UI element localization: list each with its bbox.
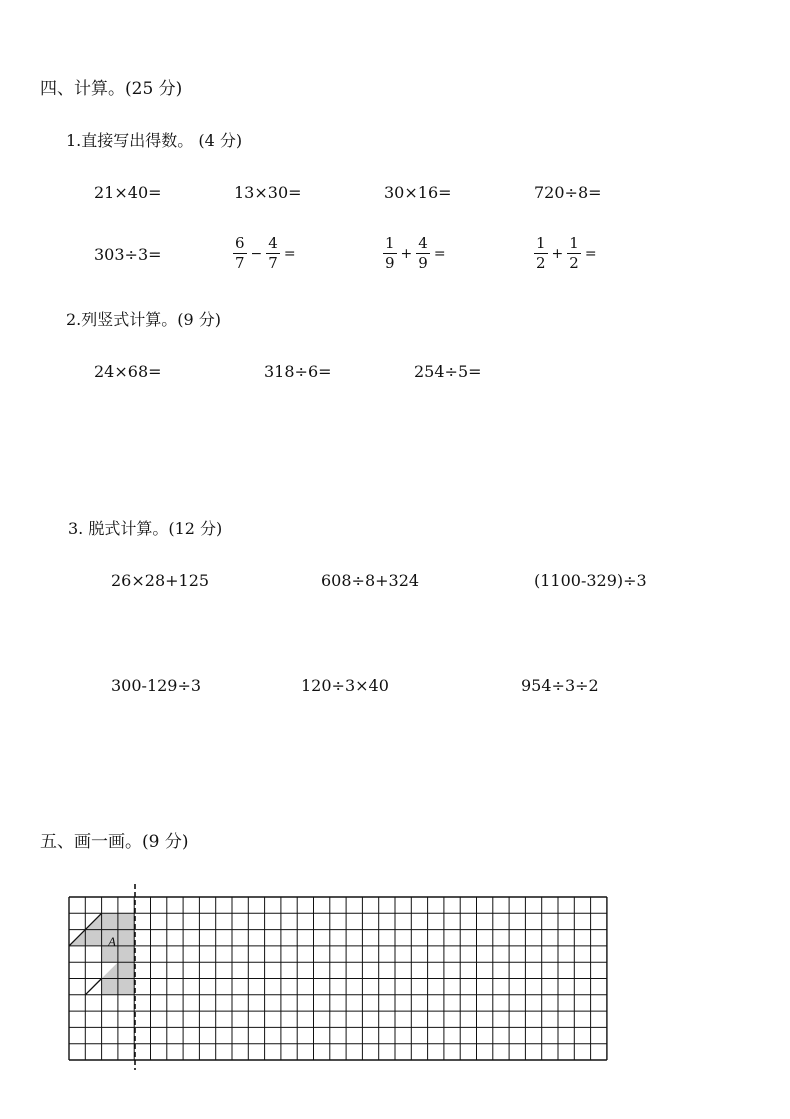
denominator: 7: [235, 254, 245, 272]
stepwise-problem-1: 26×28+125: [111, 571, 210, 590]
stepwise-problem-6: 954÷3÷2: [521, 676, 599, 695]
vertical-problem-1: 24×68=: [94, 362, 162, 381]
part-2-title: 2.列竖式计算。(9 分): [66, 310, 222, 329]
equals-sign: =: [584, 245, 597, 262]
stepwise-problem-2: 608÷8+324: [321, 571, 420, 590]
section-5-title: 五、画一画。(9 分): [40, 832, 189, 852]
operator: +: [400, 245, 413, 262]
denominator: 9: [418, 254, 428, 272]
stepwise-problem-5: 120÷3×40: [301, 676, 389, 695]
problem-1-5: 303÷3=: [94, 245, 162, 264]
operator: +: [551, 245, 564, 262]
vertical-problem-2: 318÷6=: [264, 362, 332, 381]
equals-sign: =: [433, 245, 446, 262]
part-3-title: 3. 脱式计算。(12 分): [68, 519, 223, 538]
numerator: 6: [235, 234, 245, 252]
shape-a-diagonal-bottom: [85, 979, 101, 995]
operator: −: [250, 245, 263, 262]
stepwise-problem-4: 300-129÷3: [111, 676, 202, 695]
grid-lines: [69, 897, 607, 1060]
denominator: 2: [569, 254, 579, 272]
problem-1-4: 720÷8=: [534, 183, 602, 202]
numerator: 1: [536, 234, 546, 252]
numerator: 1: [569, 234, 579, 252]
shape-label: A: [108, 934, 116, 949]
problem-1-3: 30×16=: [384, 183, 452, 202]
stepwise-problem-3: (1100-329)÷3: [534, 571, 647, 590]
section-4-title: 四、计算。(25 分): [40, 79, 183, 99]
problem-1-2: 13×30=: [234, 183, 302, 202]
equals-sign: =: [283, 245, 296, 262]
vertical-problem-3: 254÷5=: [414, 362, 482, 381]
numerator: 1: [385, 234, 395, 252]
denominator: 2: [536, 254, 546, 272]
problem-1-1: 21×40=: [94, 183, 162, 202]
denominator: 9: [385, 254, 395, 272]
numerator: 4: [268, 234, 278, 252]
numerator: 4: [418, 234, 428, 252]
denominator: 7: [268, 254, 278, 272]
part-1-title: 1.直接写出得数。 (4 分): [66, 131, 243, 150]
